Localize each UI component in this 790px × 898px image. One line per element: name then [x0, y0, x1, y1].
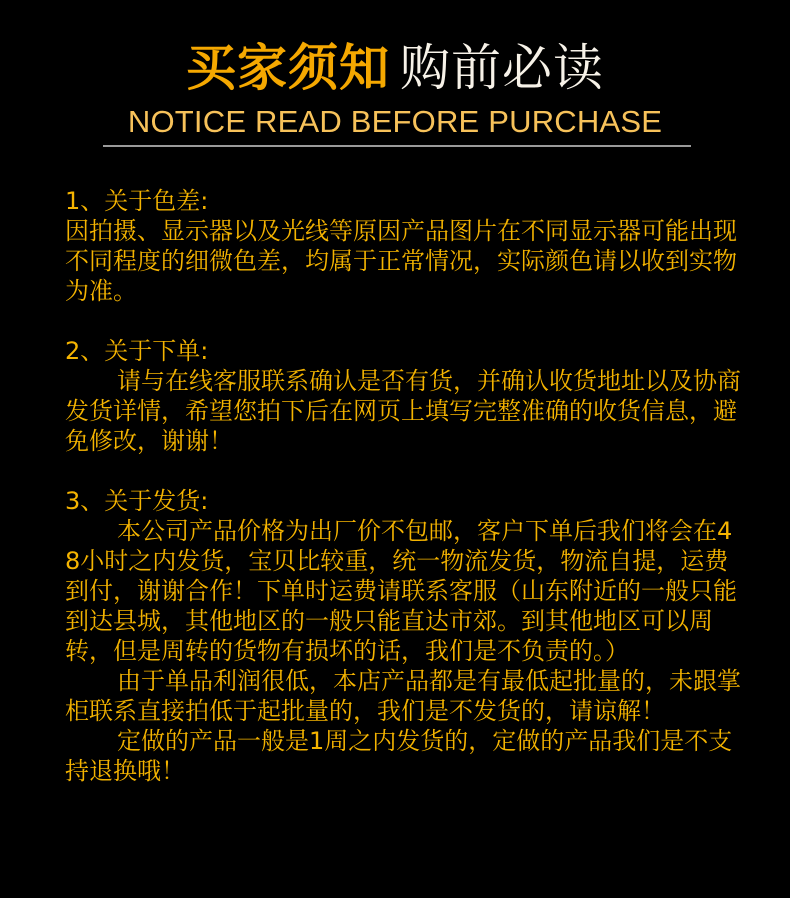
page-subtitle: NOTICE READ BEFORE PURCHASE	[127, 104, 663, 139]
section-paragraph: 由于单品利润很低，本店产品都是有最低起批量的，未跟掌柜联系直接拍低于起批量的，我们是不发货的，请谅解！	[65, 667, 741, 725]
notice-header	[0, 38, 790, 140]
title-secondary: 购前必读	[400, 39, 604, 97]
section-paragraph: 因拍摄、显示器以及光线等原因产品图片在不同显示器可能出现不同程度的细微色差，均属于正常情况，实际颜色请以收到实物为准。	[65, 217, 737, 305]
notice-content	[65, 186, 745, 786]
section-heading: 1、关于色差:	[65, 187, 209, 215]
section-paragraph: 本公司产品价格为出厂价不包邮，客户下单后我们将会在48小时之内发货，宝贝比较重，统一物流发货，物流自提，运费到付，谢谢合作！下单时运费请联系客服（山东附近的一般只能到达县城，其他地区的一般只能直达市郊。到其他地区可以周转，但是周转的货物有损坏的话，我们是不负责的。）	[65, 517, 737, 665]
section-heading: 2、关于下单:	[65, 337, 209, 365]
section-shipping	[65, 486, 745, 786]
section-heading: 3、关于发货:	[65, 487, 209, 515]
section-color-difference	[65, 186, 745, 306]
header-divider	[103, 145, 691, 147]
section-ordering	[65, 336, 745, 456]
section-paragraph: 定做的产品一般是1周之内发货的，定做的产品我们是不支持退换哦！	[65, 727, 733, 785]
page-title	[0, 38, 790, 98]
section-paragraph: 请与在线客服联系确认是否有货，并确认收货地址以及协商发货详情，希望您拍下后在网页上填写完整准确的收货信息，避免修改，谢谢！	[65, 367, 741, 455]
title-primary: 买家须知	[186, 39, 390, 97]
